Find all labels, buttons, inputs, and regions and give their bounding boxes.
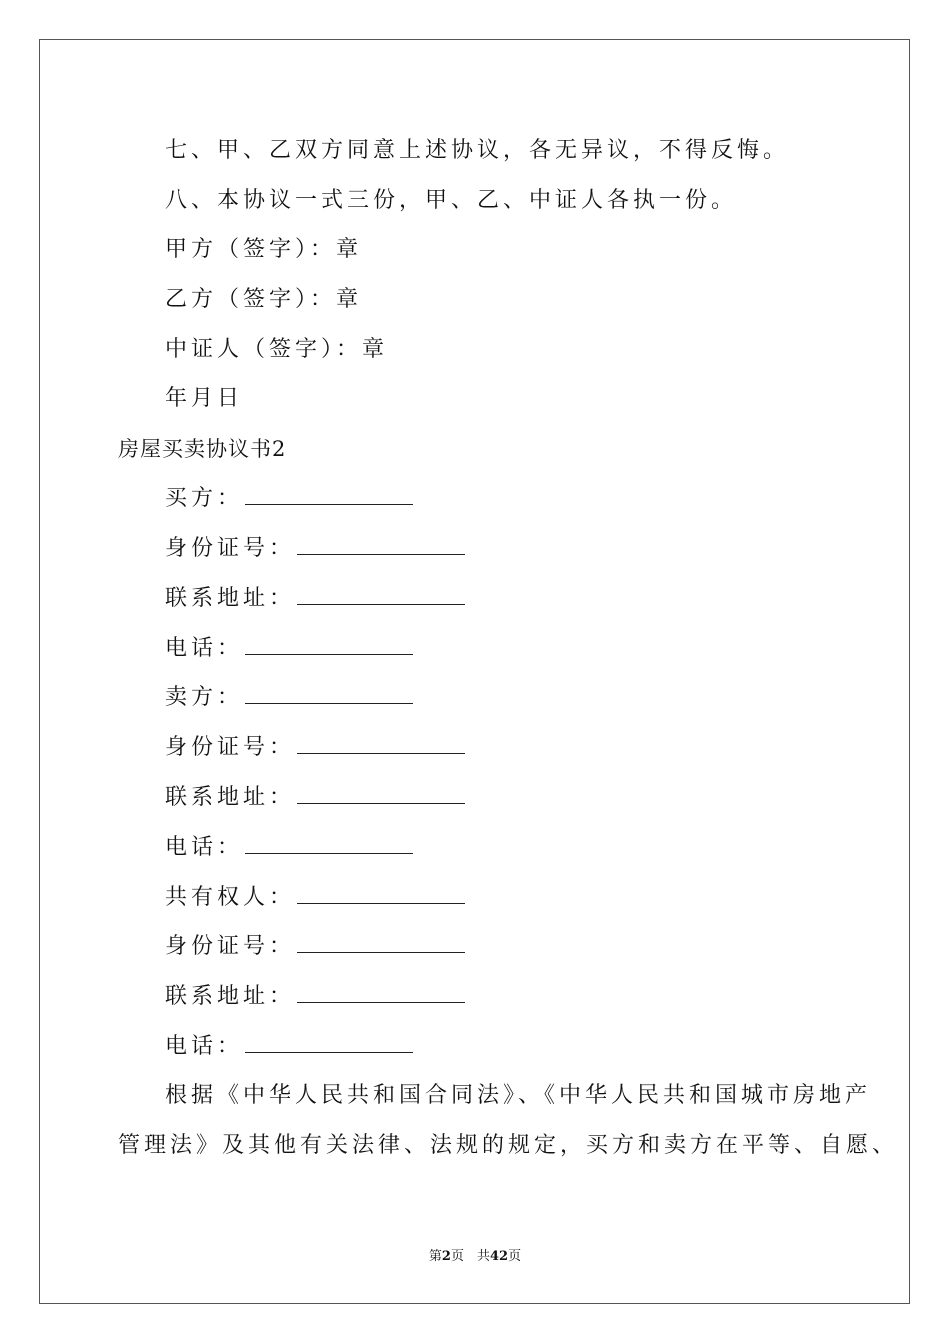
field-label: 身份证号： (165, 536, 296, 561)
seller-id-field (165, 733, 465, 763)
buyer-phone-field (165, 634, 413, 664)
buyer-field (165, 484, 413, 514)
current-page-number: 2 (441, 1249, 451, 1264)
page-footer (0, 1248, 950, 1266)
fill-in-blank (245, 1032, 413, 1053)
fill-in-blank (297, 733, 465, 754)
clause-8: 八、本协议一式三份，甲、乙、中证人各执一份。 (165, 188, 738, 213)
field-label: 买方： (165, 486, 244, 511)
witness-signature: 中证人（签字）：章 (165, 337, 389, 362)
fill-in-blank (297, 783, 465, 804)
field-label: 电话： (165, 1034, 244, 1059)
seller-field (165, 683, 413, 713)
total-page-count: 42 (489, 1249, 509, 1264)
body-paragraph-line-2: 管理法》及其他有关法律、法规的规定，买方和卖方在平等、自愿、 (118, 1133, 899, 1158)
fill-in-blank (245, 833, 413, 854)
page-border (39, 39, 910, 1304)
date-line: 年月日 (165, 386, 244, 411)
co-owner-field (165, 883, 465, 913)
footer-mid: 页 共 (450, 1249, 490, 1264)
fill-in-blank (297, 932, 465, 953)
clause-7: 七、甲、乙双方同意上述协议，各无异议，不得反悔。 (165, 138, 790, 163)
party-b-signature: 乙方（签字）：章 (165, 287, 363, 312)
fill-in-blank (297, 883, 465, 904)
buyer-id-field (165, 534, 465, 564)
body-paragraph-line-1: 根据《中华人民共和国合同法》、《中华人民共和国城市房地产 (165, 1083, 872, 1108)
co-owner-id-field (165, 932, 465, 962)
footer-suffix: 页 (508, 1249, 522, 1264)
fill-in-blank (245, 484, 413, 505)
field-label: 联系地址： (165, 586, 296, 611)
field-label: 电话： (165, 835, 244, 860)
fill-in-blank (297, 584, 465, 605)
co-owner-address-field (165, 982, 465, 1012)
section-title: 房屋买卖协议书2 (118, 437, 287, 461)
fill-in-blank (245, 683, 413, 704)
fill-in-blank (297, 534, 465, 555)
seller-address-field (165, 783, 465, 813)
co-owner-phone-field (165, 1032, 413, 1062)
seller-phone-field (165, 833, 413, 863)
field-label: 身份证号： (165, 735, 296, 760)
field-label: 联系地址： (165, 984, 296, 1009)
fill-in-blank (297, 982, 465, 1003)
field-label: 卖方： (165, 685, 244, 710)
party-a-signature: 甲方（签字）：章 (165, 237, 363, 262)
field-label: 共有权人： (165, 885, 296, 910)
field-label: 联系地址： (165, 785, 296, 810)
fill-in-blank (245, 634, 413, 655)
field-label: 电话： (165, 636, 244, 661)
footer-prefix: 第 (428, 1249, 442, 1264)
field-label: 身份证号： (165, 934, 296, 959)
buyer-address-field (165, 584, 465, 614)
